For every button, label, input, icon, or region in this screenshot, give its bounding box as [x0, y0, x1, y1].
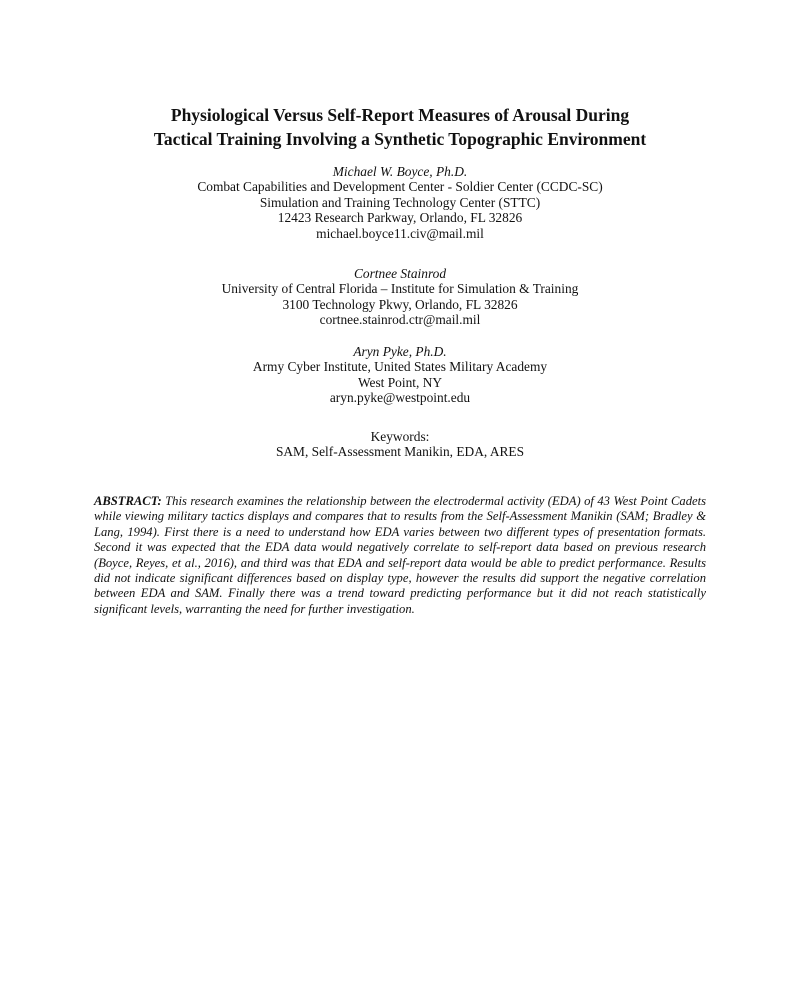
author-affiliation-line: University of Central Florida – Institute for Simulation & Training [221, 281, 579, 297]
author-name: Cortnee Stainrod [353, 266, 447, 281]
keywords-heading: Keywords: [370, 429, 430, 444]
author-address-line: 3100 Technology Pkwy, Orlando, FL 32826 [282, 296, 518, 312]
author-block-stainrod [100, 266, 700, 328]
abstract-label: ABSTRACT: [94, 494, 162, 508]
author-block-boyce [100, 164, 700, 241]
title-line-2: Tactical Training Involving a Synthetic Topographic Environment [153, 129, 647, 149]
author-affiliation-line: Army Cyber Institute, United States Military Academy [252, 359, 548, 375]
keywords-block [100, 429, 700, 460]
author-email: aryn.pyke@westpoint.edu [329, 390, 471, 406]
abstract-text: This research examines the relationship between the electrodermal activity (EDA) of 43 West Point Cadets while viewing military tactics displays and compares that to results from the Self-Assessment Manikin (SAM; Bradley & Lang, 1994). First there is a need to understand how EDA varies between two different types of presentation formats. Second it was expected that the EDA data would negatively correlate to self-report data based on previous research (Boyce, Reyes, et al., 2016), and third was that EDA and self-report data would be able to predict performance. Results did not indicate significant differences based on display type, however the results did support the negative correlation between EDA and SAM. Finally there was a trend toward predicting performance but it did not reach statistically significant levels, warranting the need for further investigation. [94, 494, 706, 616]
abstract-paragraph [94, 494, 706, 617]
author-email: michael.boyce11.civ@mail.mil [316, 225, 484, 241]
title-line-1: Physiological Versus Self-Report Measures of Arousal During [170, 105, 630, 125]
author-name: Michael W. Boyce, Ph.D. [332, 164, 468, 179]
author-email: cortnee.stainrod.ctr@mail.mil [319, 312, 481, 328]
author-name: Aryn Pyke, Ph.D. [353, 344, 447, 359]
author-affiliation-line: Simulation and Training Technology Center (STTC) [259, 194, 541, 210]
author-address-line: West Point, NY [357, 374, 443, 390]
author-block-pyke [100, 344, 700, 406]
keywords-list: SAM, Self-Assessment Manikin, EDA, ARES [275, 444, 525, 460]
paper-title [60, 103, 740, 151]
author-affiliation-line: Combat Capabilities and Development Center - Soldier Center (CCDC-SC) [197, 179, 603, 195]
author-address-line: 12423 Research Parkway, Orlando, FL 32826 [277, 210, 523, 226]
